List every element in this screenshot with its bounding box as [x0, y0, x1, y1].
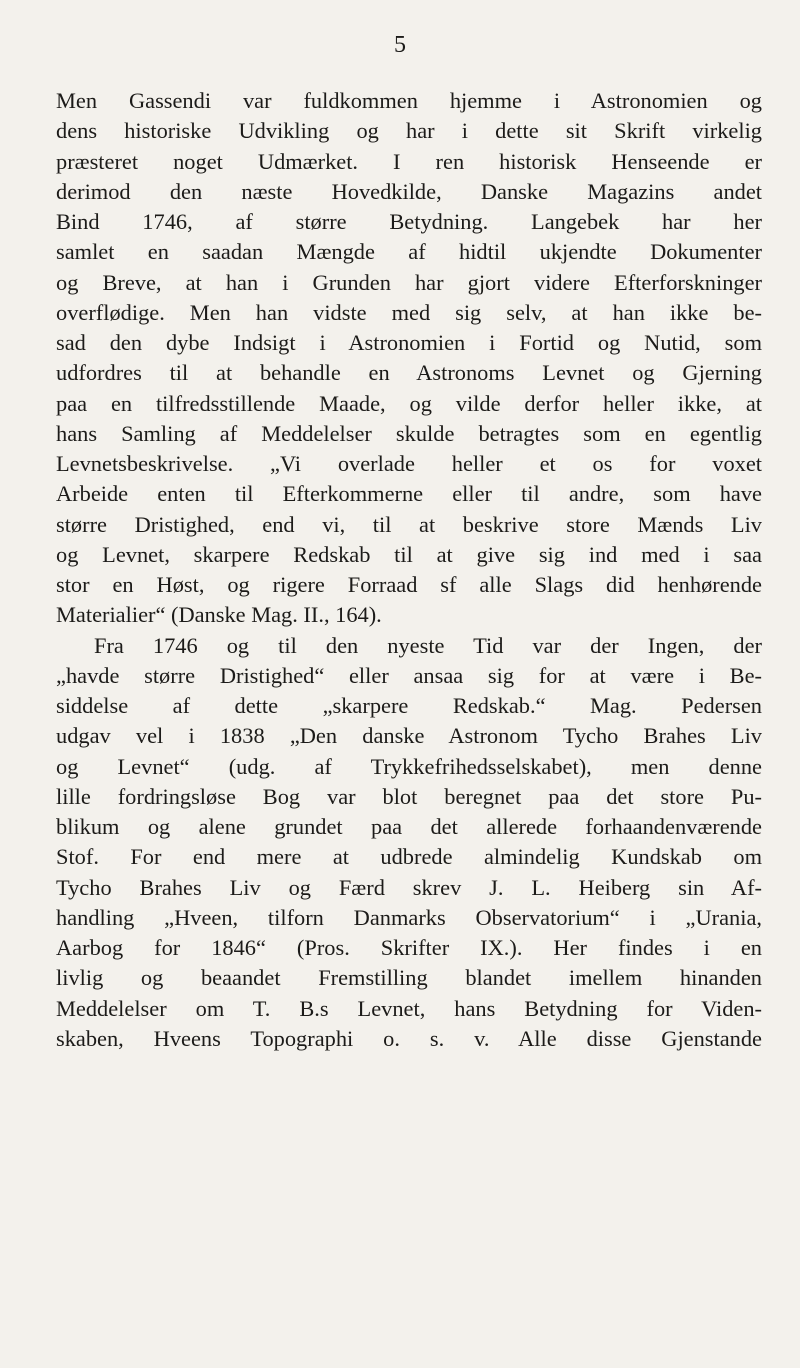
text-line: præsteret noget Udmærket. I ren historisk Henseende er	[56, 148, 762, 174]
text-line: overflødige. Men han vidste med sig selv, at han ikke be-	[56, 299, 762, 325]
text-line: Arbeide enten til Efterkommerne eller til andre, som have	[56, 481, 762, 507]
text-line: Aarbog for 1846“ (Pros. Skrifter IX.). Her findes i en	[56, 935, 762, 960]
text-line: Meddelelser om T. B.s Levnet, hans Betydning for Viden-	[56, 995, 762, 1021]
text-line: samlet en saadan Mængde af hidtil ukjendte Dokumenter	[56, 239, 762, 265]
text-line: udgav vel i 1838 „Den danske Astronom Tycho Brahes Liv	[56, 723, 762, 749]
text-line: paa en tilfredsstillende Maade, og vilde derfor heller ikke, at	[56, 390, 762, 416]
body-text	[56, 86, 762, 1054]
text-line: udfordres til at behandle en Astronoms Levnet og Gjerning	[56, 360, 762, 386]
text-line: Levnetsbeskrivelse. „Vi overlade heller et os for voxet	[56, 451, 762, 476]
page-number: 5	[394, 32, 406, 58]
text-line: dens historiske Udvikling og har i dette sit Skrift virkelig	[56, 118, 762, 144]
text-line: blikum og alene grundet paa det allerede forhaandenværende	[56, 814, 762, 839]
text-line: stor en Høst, og rigere Forraad sf alle Slags did henhørende	[56, 572, 762, 597]
text-line: handling „Hveen, tilforn Danmarks Observatorium“ i „Urania,	[56, 904, 762, 930]
text-line: og Levnet“ (udg. af Trykkefrihedsselskabet), men denne	[56, 753, 762, 779]
text-line: skaben, Hveens Topographi o. s. v. Alle disse Gjenstande	[56, 1025, 762, 1051]
text-line: livlig og beaandet Fremstilling blandet imellem hinanden	[56, 965, 762, 991]
text-line: større Dristighed, end vi, til at beskrive store Mænds Liv	[56, 511, 762, 537]
text-line: lille fordringsløse Bog var blot beregnet paa det store Pu-	[56, 783, 762, 809]
text-line: Materialier“ (Danske Mag. II., 164).	[56, 602, 382, 628]
text-line: siddelse af dette „skarpere Redskab.“ Mag. Pedersen	[56, 693, 762, 718]
text-line: Bind 1746, af større Betydning. Langebek har her	[56, 209, 762, 234]
text-line: Tycho Brahes Liv og Færd skrev J. L. Heiberg sin Af-	[56, 874, 762, 900]
text-line: „havde større Dristighed“ eller ansaa sig for at være i Be-	[56, 662, 762, 688]
text-line: og Levnet, skarpere Redskab til at give sig ind med i saa	[56, 541, 762, 567]
text-line: Men Gassendi var fuldkommen hjemme i Astronomien og	[56, 88, 762, 113]
text-line: Fra 1746 og til den nyeste Tid var der Ingen, der	[94, 632, 762, 658]
text-line: hans Samling af Meddelelser skulde betragtes som en egentlig	[56, 420, 762, 446]
text-line: Stof. For end mere at udbrede almindelig Kundskab om	[56, 844, 762, 870]
text-line: derimod den næste Hovedkilde, Danske Magazins andet	[56, 178, 762, 204]
text-line: sad den dybe Indsigt i Astronomien i Fortid og Nutid, som	[56, 330, 762, 355]
text-line: og Breve, at han i Grunden har gjort videre Efterforskninger	[56, 269, 762, 295]
